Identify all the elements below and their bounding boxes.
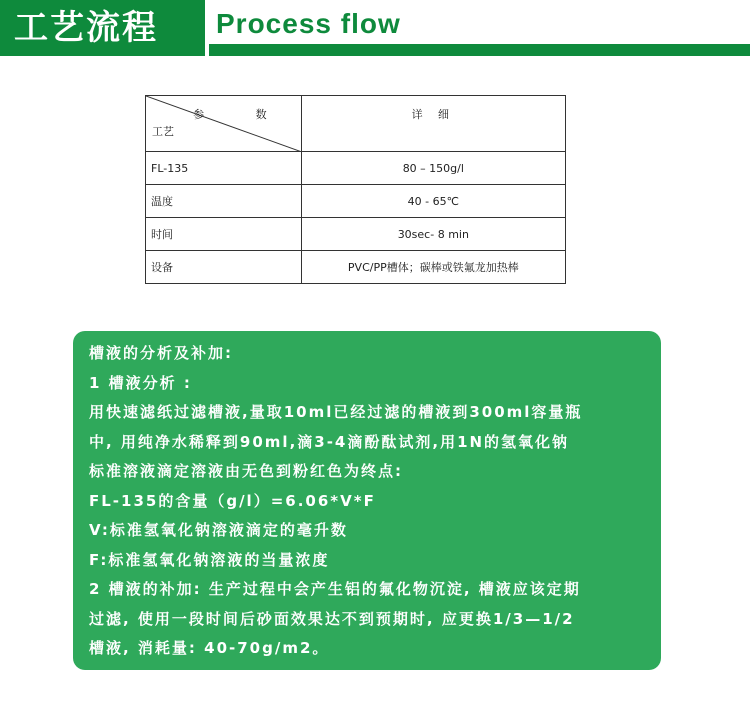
info-line: 2 槽液的补加: 生产过程中会产生铝的氟化物沉淀, 槽液应该定期 bbox=[89, 580, 581, 598]
table-row bbox=[146, 251, 566, 284]
header-underline bbox=[209, 44, 750, 56]
table-row bbox=[146, 185, 566, 218]
table-row bbox=[146, 218, 566, 251]
header-title-block bbox=[0, 0, 205, 56]
header-param-label: 参 数 bbox=[193, 108, 291, 121]
bath-analysis-info-box bbox=[73, 331, 661, 670]
row-value: 80 – 150g/l bbox=[301, 152, 565, 185]
diagonal-header-cell bbox=[146, 96, 302, 152]
info-line: V:标准氢氧化钠溶液滴定的毫升数 bbox=[89, 521, 348, 539]
table-row bbox=[146, 152, 566, 185]
row-value: PVC/PP槽体；碳棒或铁氟龙加热棒 bbox=[301, 251, 565, 284]
info-line: 1 槽液分析 : bbox=[89, 373, 192, 392]
info-line: 过滤, 使用一段时间后砂面效果达不到预期时, 应更换1/3—1/2 bbox=[89, 609, 575, 628]
info-line: 槽液, 消耗量: 40-70g/m2。 bbox=[89, 639, 330, 657]
info-line: 标准溶液滴定溶液由无色到粉红色为终点: bbox=[89, 462, 404, 480]
info-formula: FL-135的含量（g/l）=6.06*V*F bbox=[89, 491, 376, 510]
header-detail-label: 详 细 bbox=[301, 96, 565, 152]
page-title-cn: 工艺流程 bbox=[14, 8, 158, 48]
info-line: 中, 用纯净水稀释到90ml,滴3-4滴酚酞试剂,用1N的氢氧化钠 bbox=[89, 432, 570, 451]
row-label: 时间 bbox=[146, 218, 302, 251]
row-value: 30sec- 8 min bbox=[301, 218, 565, 251]
process-parameters-table bbox=[145, 95, 566, 284]
header-process-label: 工艺 bbox=[152, 125, 174, 138]
info-heading: 槽液的分析及补加: bbox=[89, 344, 233, 362]
row-label: FL-135 bbox=[146, 152, 302, 185]
page-title-en: Process flow bbox=[216, 8, 401, 39]
table-header-row bbox=[146, 96, 566, 152]
info-line: 用快速滤纸过滤槽液,量取10ml已经过滤的槽液到300ml容量瓶 bbox=[89, 403, 583, 421]
info-line: F:标准氢氧化钠溶液的当量浓度 bbox=[89, 550, 330, 569]
header-bar bbox=[0, 0, 750, 56]
row-label: 设备 bbox=[146, 251, 302, 284]
row-label: 温度 bbox=[146, 185, 302, 218]
row-value: 40 - 65℃ bbox=[301, 185, 565, 218]
